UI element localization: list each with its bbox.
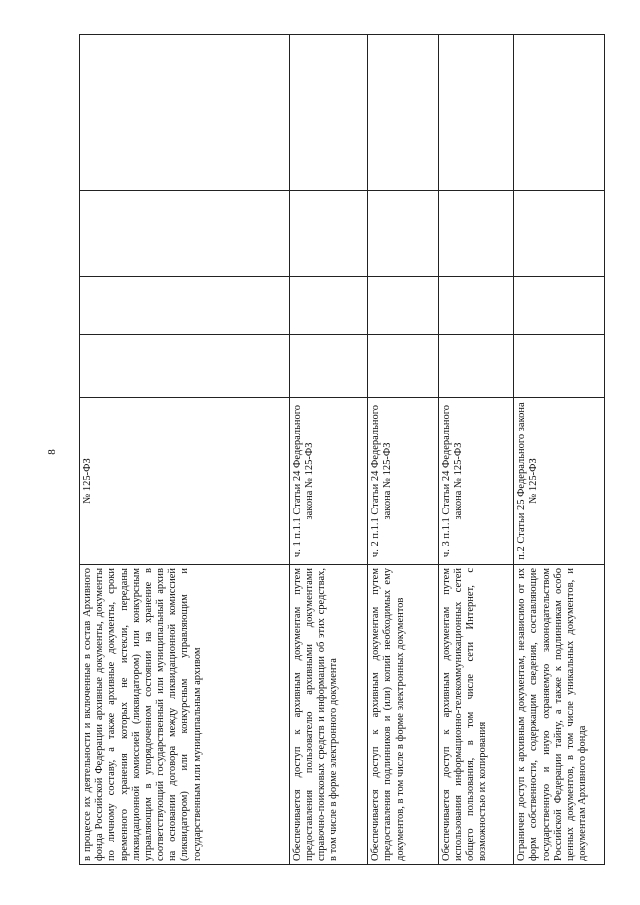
empty-cell	[514, 191, 605, 277]
empty-cell	[368, 277, 439, 335]
rotated-table-wrapper	[79, 35, 605, 865]
empty-cell	[514, 35, 605, 191]
empty-cell	[438, 35, 514, 191]
row-number-strip	[79, 40, 105, 865]
empty-cell	[514, 277, 605, 335]
empty-cell	[80, 277, 290, 335]
table-row	[514, 35, 605, 865]
law-reference: п.2 Статьи 25 Федерального закона № 125-ФЗ	[514, 398, 605, 565]
empty-cell	[438, 335, 514, 398]
table-row	[289, 35, 368, 865]
empty-cell	[289, 277, 368, 335]
requirements-table	[79, 34, 605, 865]
empty-cell	[80, 35, 290, 191]
law-reference: № 125-ФЗ	[80, 398, 290, 565]
law-reference: ч. 1 п.1.1 Статьи 24 Федерального закона № 125-ФЗ	[289, 398, 368, 565]
empty-cell	[80, 335, 290, 398]
empty-cell	[514, 335, 605, 398]
table-row	[368, 35, 439, 865]
table-row	[438, 35, 514, 865]
empty-cell	[289, 35, 368, 191]
page-number: 8	[46, 449, 58, 455]
requirement-text: Обеспечивается доступ к архивным документам путем предоставления пользователю архивными документами справочно-поисковых средств и информации об этих средствах, в том числе в форме электронного документа	[289, 565, 368, 865]
requirement-text: Обеспечивается доступ к архивным документам путем использования информационно-телекоммуникационных сетей общего пользования, в том числе сети Интернет, с возможностью их копирования	[438, 565, 514, 865]
empty-cell	[438, 277, 514, 335]
empty-cell	[438, 191, 514, 277]
empty-cell	[368, 191, 439, 277]
empty-cell	[289, 335, 368, 398]
requirement-text: Ограничен доступ к архивным документам, независимо от их форм собственности, содержащим сведения, составляющие государственную и иную охраняемую законодательством Российской Федерации тайну, а также к подлинникам особо ценных документов, в том числе уникальных документов, и документам Архивного фонда	[514, 565, 605, 865]
empty-cell	[289, 191, 368, 277]
requirement-text: Обеспечивается доступ к архивным документам путем предоставления подлинников и (или) копий необходимых ему документов, в том числе в форме электронных документов	[368, 565, 439, 865]
table-row	[80, 35, 290, 865]
requirement-text: в процессе их деятельности и включенные в состав Архивного фонда Российской Федерации архивные документы, документы по личному составу, а также архивные документы, сроки временного хранения которых не истекли, переданы ликвидационной комиссией (ликвидатором) или конкурсным управляющим в упорядоченном состоянии на хранение в соответствующий государственный или муниципальный архив на основании договора между ликвидационной комиссией (ликвидатором) или конкурсным управляющим и государственным или муниципальным архивом	[80, 565, 290, 865]
empty-cell	[80, 191, 290, 277]
empty-cell	[368, 35, 439, 191]
law-reference: ч. 2 п.1.1 Статьи 24 Федерального закона № 125-ФЗ	[368, 398, 439, 565]
law-reference: ч. 3 п.1.1 Статьи 24 Федерального закона № 125-ФЗ	[438, 398, 514, 565]
empty-cell	[368, 335, 439, 398]
